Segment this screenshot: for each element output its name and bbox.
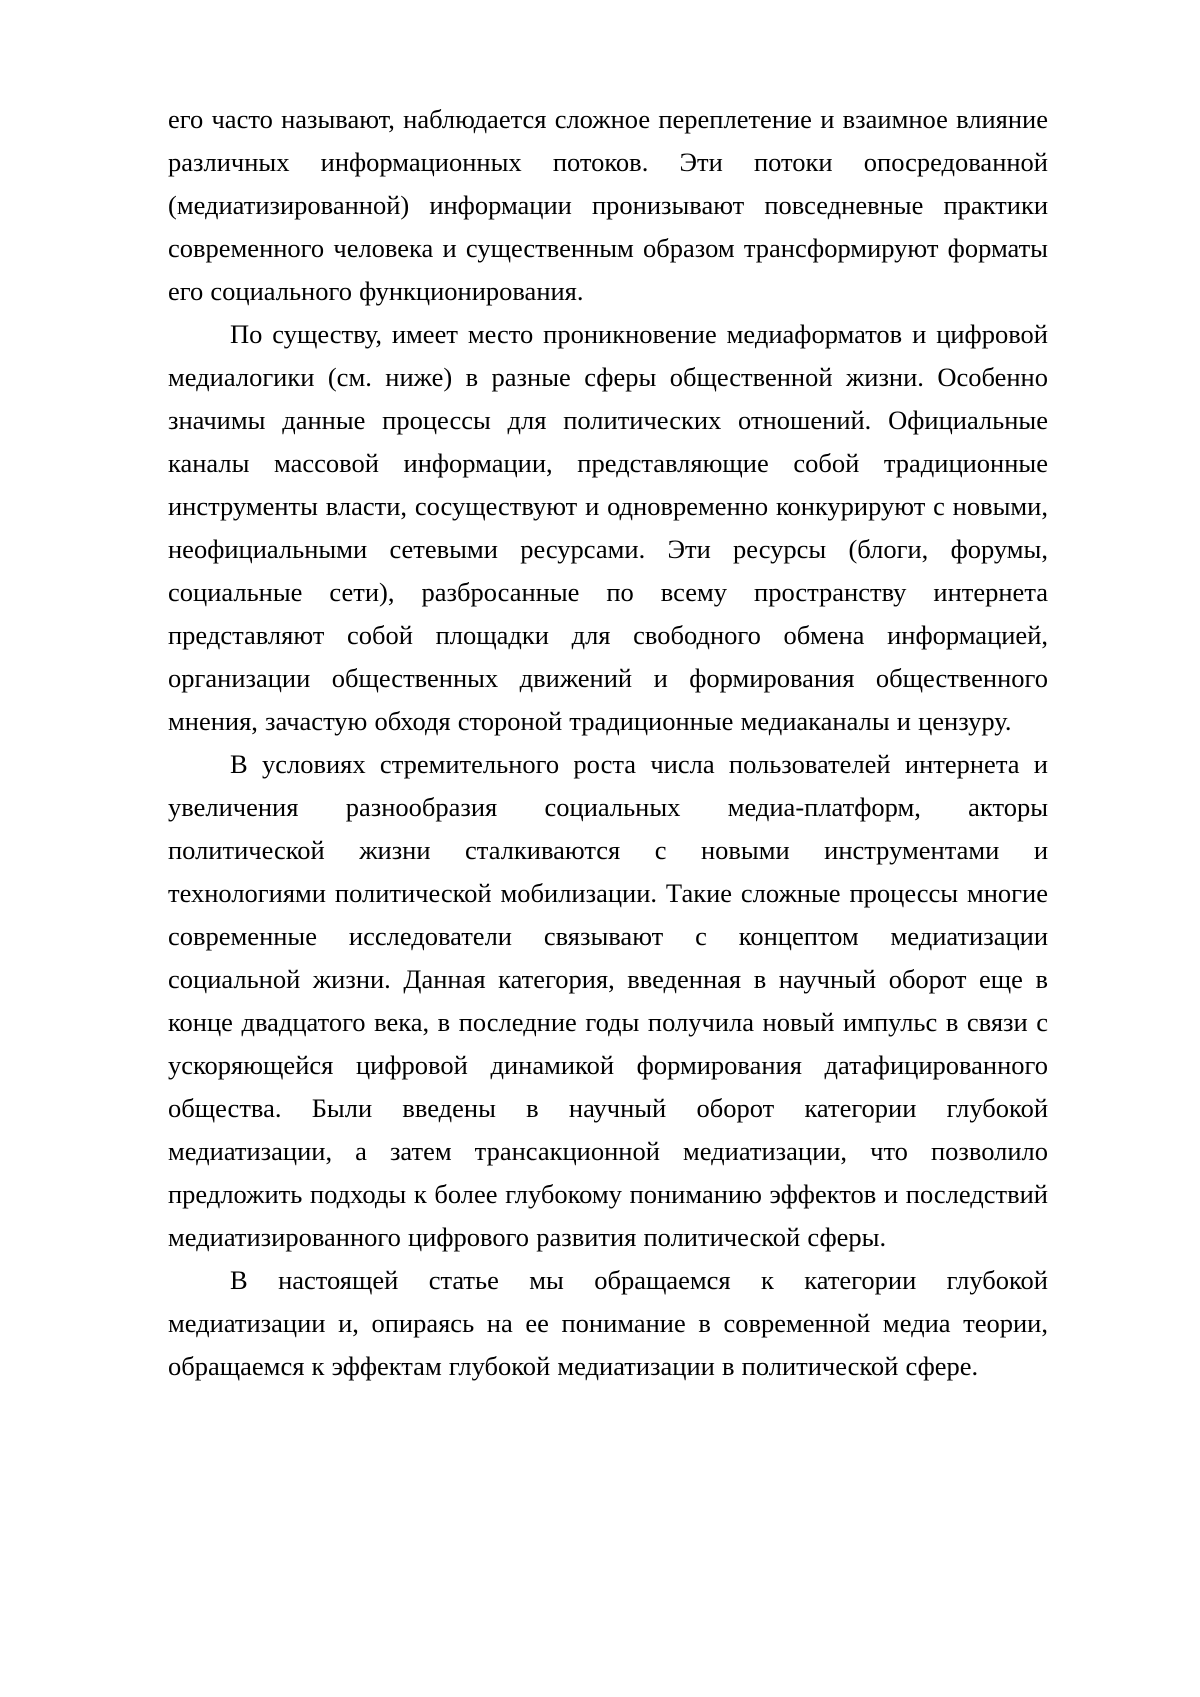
paragraph-2: По существу, имеет место проникновение медиаформатов и цифровой медиалогики (см. ниже) в разные сферы общественной жизни. Особенно значимы данные процессы для политических отношений. Официальные каналы массовой информации, представляющие собой традиционные инструменты власти, сосуществуют и одновременно конкурируют с новыми, неофициальными сетевыми ресурсами. Эти ресурсы (блоги, форумы, социальные сети), разбросанные по всему пространству интернета представляют собой площадки для свободного обмена информацией, организации общественных движений и формирования общественного мнения, зачастую обходя стороной традиционные медиаканалы и цензуру. — [168, 319, 1048, 736]
paragraph-3: В условиях стремительного роста числа пользователей интернета и увеличения разнообразия социальных медиа-платформ, акторы политической жизни сталкиваются с новыми инструментами и технологиями политической мобилизации. Такие сложные процессы многие современные исследователи связывают с концептом медиатизации социальной жизни. Данная категория, введенная в научный оборот еще в конце двадцатого века, в последние годы получила новый импульс в связи с ускоряющейся цифровой динамикой формирования датафицированного общества. Были введены в научный оборот категории глубокой медиатизации, а затем трансакционной медиатизации, что позволило предложить подходы к более глубокому пониманию эффектов и последствий медиатизированного цифрового развития политической сферы. — [168, 749, 1048, 1252]
paragraph-1: его часто называют, наблюдается сложное переплетение и взаимное влияние различных информационных потоков. Эти потоки опосредованной (медиатизированной) информации пронизывают повседневные практики современного человека и существенным образом трансформируют форматы его социального функционирования. — [168, 104, 1048, 306]
document-body — [168, 98, 1048, 1388]
paragraph-4: В настоящей статье мы обращаемся к категории глубокой медиатизации и, опираясь на ее понимание в современной медиа теории, обращаемся к эффектам глубокой медиатизации в политической сфере. — [168, 1265, 1048, 1381]
